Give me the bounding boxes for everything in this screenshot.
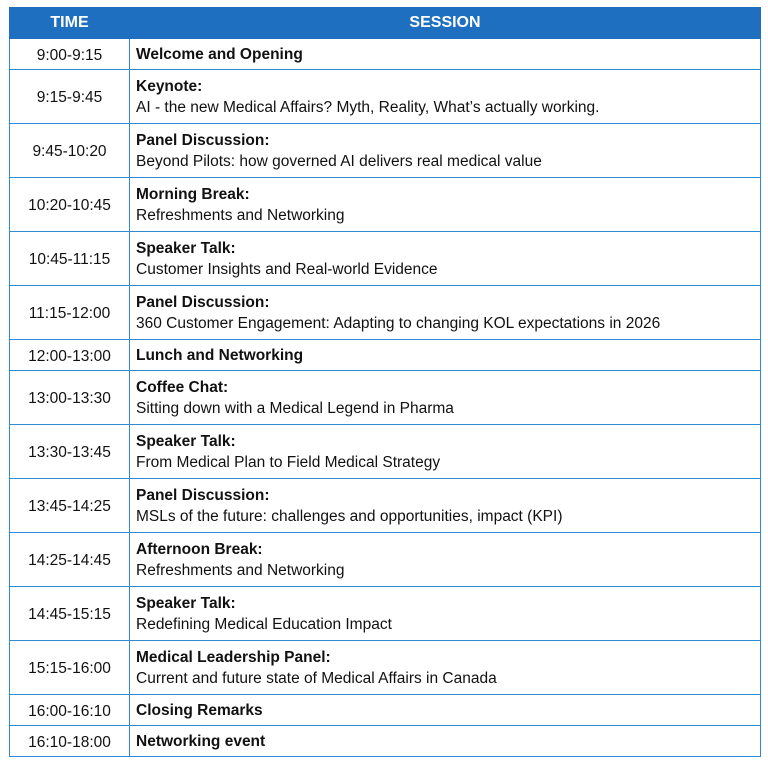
session-title: Coffee Chat: [136, 378, 229, 396]
session-cell [130, 124, 761, 178]
table-row [10, 587, 761, 641]
table-row [10, 726, 761, 757]
time-column-header: TIME [10, 8, 130, 39]
time-cell: 10:45-11:15 [10, 232, 130, 286]
session-cell [130, 641, 761, 695]
session-title: Welcome and Opening [136, 45, 303, 63]
time-cell: 14:25-14:45 [10, 533, 130, 587]
session-title: Afternoon Break: [136, 540, 263, 558]
session-column-header: SESSION [130, 8, 761, 39]
session-cell [130, 726, 761, 757]
header-row [10, 8, 761, 39]
session-description: Refreshments and Networking [136, 561, 345, 579]
table-row [10, 641, 761, 695]
session-cell [130, 425, 761, 479]
session-cell [130, 232, 761, 286]
session-cell [130, 371, 761, 425]
session-title: Lunch and Networking [136, 346, 304, 364]
table-row [10, 371, 761, 425]
session-cell [130, 39, 761, 70]
table-row [10, 533, 761, 587]
time-cell: 13:30-13:45 [10, 425, 130, 479]
session-description: Current and future state of Medical Affairs in Canada [136, 669, 497, 687]
time-cell: 9:15-9:45 [10, 70, 130, 124]
time-cell: 11:15-12:00 [10, 286, 130, 340]
session-title: Morning Break: [136, 185, 250, 203]
table-row [10, 178, 761, 232]
session-cell [130, 340, 761, 371]
table-row [10, 232, 761, 286]
table-row [10, 695, 761, 726]
session-description: 360 Customer Engagement: Adapting to changing KOL expectations in 2026 [136, 314, 661, 332]
session-description: Beyond Pilots: how governed AI delivers real medical value [136, 152, 542, 170]
session-cell [130, 286, 761, 340]
session-title: Speaker Talk: [136, 432, 236, 450]
session-title: Panel Discussion: [136, 131, 270, 149]
time-cell: 9:45-10:20 [10, 124, 130, 178]
session-title: Medical Leadership Panel: [136, 648, 331, 666]
session-cell [130, 70, 761, 124]
table-row [10, 39, 761, 70]
session-description: Sitting down with a Medical Legend in Pharma [136, 399, 454, 417]
time-cell: 13:45-14:25 [10, 479, 130, 533]
agenda-table [9, 7, 761, 757]
session-title: Speaker Talk: [136, 239, 236, 257]
session-title: Speaker Talk: [136, 594, 236, 612]
table-row [10, 70, 761, 124]
time-cell: 9:00-9:15 [10, 39, 130, 70]
table-row [10, 425, 761, 479]
time-cell: 15:15-16:00 [10, 641, 130, 695]
session-title: Closing Remarks [136, 701, 263, 719]
session-description: Refreshments and Networking [136, 206, 345, 224]
table-row [10, 286, 761, 340]
time-cell: 13:00-13:30 [10, 371, 130, 425]
session-description: Redefining Medical Education Impact [136, 615, 392, 633]
time-cell: 14:45-15:15 [10, 587, 130, 641]
table-row [10, 340, 761, 371]
agenda-body [10, 39, 761, 757]
session-cell [130, 479, 761, 533]
time-cell: 12:00-13:00 [10, 340, 130, 371]
session-description: From Medical Plan to Field Medical Strategy [136, 453, 441, 471]
session-description: Customer Insights and Real-world Evidence [136, 260, 438, 278]
table-row [10, 124, 761, 178]
session-description: MSLs of the future: challenges and opportunities, impact (KPI) [136, 507, 563, 525]
time-cell: 16:00-16:10 [10, 695, 130, 726]
session-cell [130, 178, 761, 232]
session-title: Panel Discussion: [136, 486, 270, 504]
time-cell: 10:20-10:45 [10, 178, 130, 232]
table-row [10, 479, 761, 533]
time-cell: 16:10-18:00 [10, 726, 130, 757]
session-title: Panel Discussion: [136, 293, 270, 311]
session-title: Keynote: [136, 77, 203, 95]
session-cell [130, 695, 761, 726]
session-description: AI - the new Medical Affairs? Myth, Reality, What’s actually working. [136, 98, 600, 116]
session-title: Networking event [136, 732, 266, 750]
session-cell [130, 533, 761, 587]
session-cell [130, 587, 761, 641]
